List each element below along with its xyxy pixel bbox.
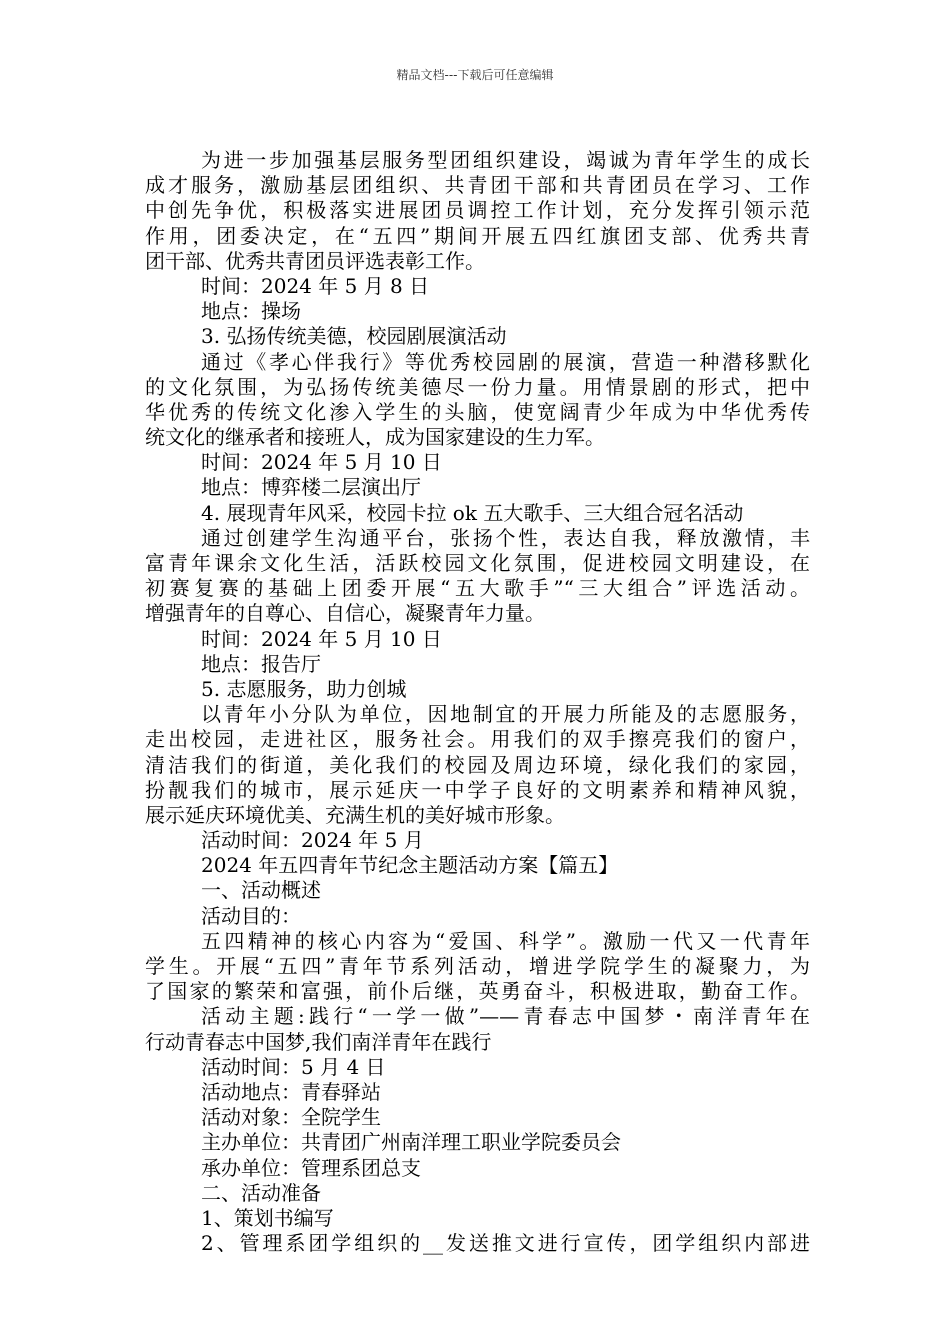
text-line: 富青年课余文化生活，活跃校园文化氛围，促进校园文明建设，在 [145,551,810,575]
text-line: 活动主题:践行“一学一做”——青春志中国梦・南洋青年在 [201,1004,810,1029]
text-line: 成才服务，激励基层团组织、共青团干部和共青团员在学习、工作 [145,173,810,198]
page-header: 精品文档---下载后可任意编辑 [396,68,554,82]
text-line: 时间：2024 年 5 月 8 日 [201,273,430,298]
text-line: 作用，团委决定，在“五四”期间开展五四红旗团支部、优秀共青 [145,223,810,248]
text-line: 二、活动准备 [201,1180,321,1205]
text-line: 时间：2024 年 5 月 10 日 [201,626,442,651]
text-line: 活动目的： [201,903,301,928]
text-line: 3. 弘扬传统美德，校园剧展演活动 [201,324,507,349]
text-line: 2、管理系团学组织的__发送推文进行宣传，团学组织内部进 [201,1231,810,1256]
text-line: 行动青春志中国梦,我们南洋青年在践行 [145,1029,492,1054]
text-line: 地点：报告厅 [201,651,321,676]
text-line: 统文化的继承者和接班人，成为国家建设的生力军。 [145,425,605,450]
text-line: 团干部、优秀共青团员评选表彰工作。 [145,248,485,273]
text-line: 扮靓我们的城市，展示延庆一中学子良好的文明素养和精神风貌， [145,777,810,802]
text-line: 地点：操场 [201,299,301,324]
text-line: 学生。开展“五四”青年节系列活动，增进学院学生的凝聚力，为 [145,954,810,978]
text-line: 中创先争优，积极落实进展团员调控工作计划，充分发挥引领示范 [145,198,810,223]
text-line: 承办单位：管理系团总支 [201,1155,421,1180]
text-line: 为进一步加强基层服务型团组织建设，竭诚为青年学生的成长 [201,148,810,172]
text-line: 活动对象：全院学生 [201,1105,381,1130]
text-line: 时间：2024 年 5 月 10 日 [201,450,442,475]
text-line: 主办单位：共青团广州南洋理工职业学院委员会 [201,1130,621,1155]
text-line: 活动地点：青春驿站 [201,1079,381,1104]
text-line: 一、活动概述 [201,878,321,903]
text-line: 5. 志愿服务，助力创城 [201,676,407,701]
text-line: 增强青年的自尊心、自信心，凝聚青年力量。 [145,601,545,626]
text-line: 五四精神的核心内容为“爱国、科学”。激励一代又一代青年 [201,928,810,953]
text-line: 以青年小分队为单位，因地制宜的开展力所能及的志愿服务， [201,702,810,727]
text-line: 活动时间：5 月 4 日 [201,1054,386,1079]
text-line: 了国家的繁荣和富强，前仆后继，英勇奋斗，积极进取，勤奋工作。 [145,979,810,1004]
text-line: 展示延庆环境优美、充满生机的美好城市形象。 [145,802,565,827]
text-line: 4. 展现青年风采，校园卡拉 ok 五大歌手、三大组合冠名活动 [201,500,744,525]
text-line: 2024 年五四青年节纪念主题活动方案【篇五】 [201,853,619,878]
text-line: 1、策划书编写 [201,1205,334,1230]
text-line: 的文化氛围，为弘扬传统美德尽一份力量。用情景剧的形式，把中 [145,374,810,399]
text-line: 通过创建学生沟通平台，张扬个性，表达自我，释放激情，丰 [201,525,810,550]
text-line: 活动时间：2024 年 5 月 [201,828,424,853]
text-line: 通过《孝心伴我行》等优秀校园剧的展演，营造一种潜移默化 [201,349,810,374]
document-body [145,148,810,1256]
text-line: 初赛复赛的基础上团委开展“五大歌手”“三大组合”评选活动。 [145,576,810,601]
text-line: 地点：博弈楼二层演出厅 [201,475,421,500]
text-line: 华优秀的传统文化渗入学生的头脑，使宽阔青少年成为中华优秀传 [145,399,810,424]
text-line: 清洁我们的街道，美化我们的校园及周边环境，绿化我们的家园， [145,752,810,777]
text-line: 走出校园，走进社区，服务社会。用我们的双手擦亮我们的窗户， [145,727,810,752]
